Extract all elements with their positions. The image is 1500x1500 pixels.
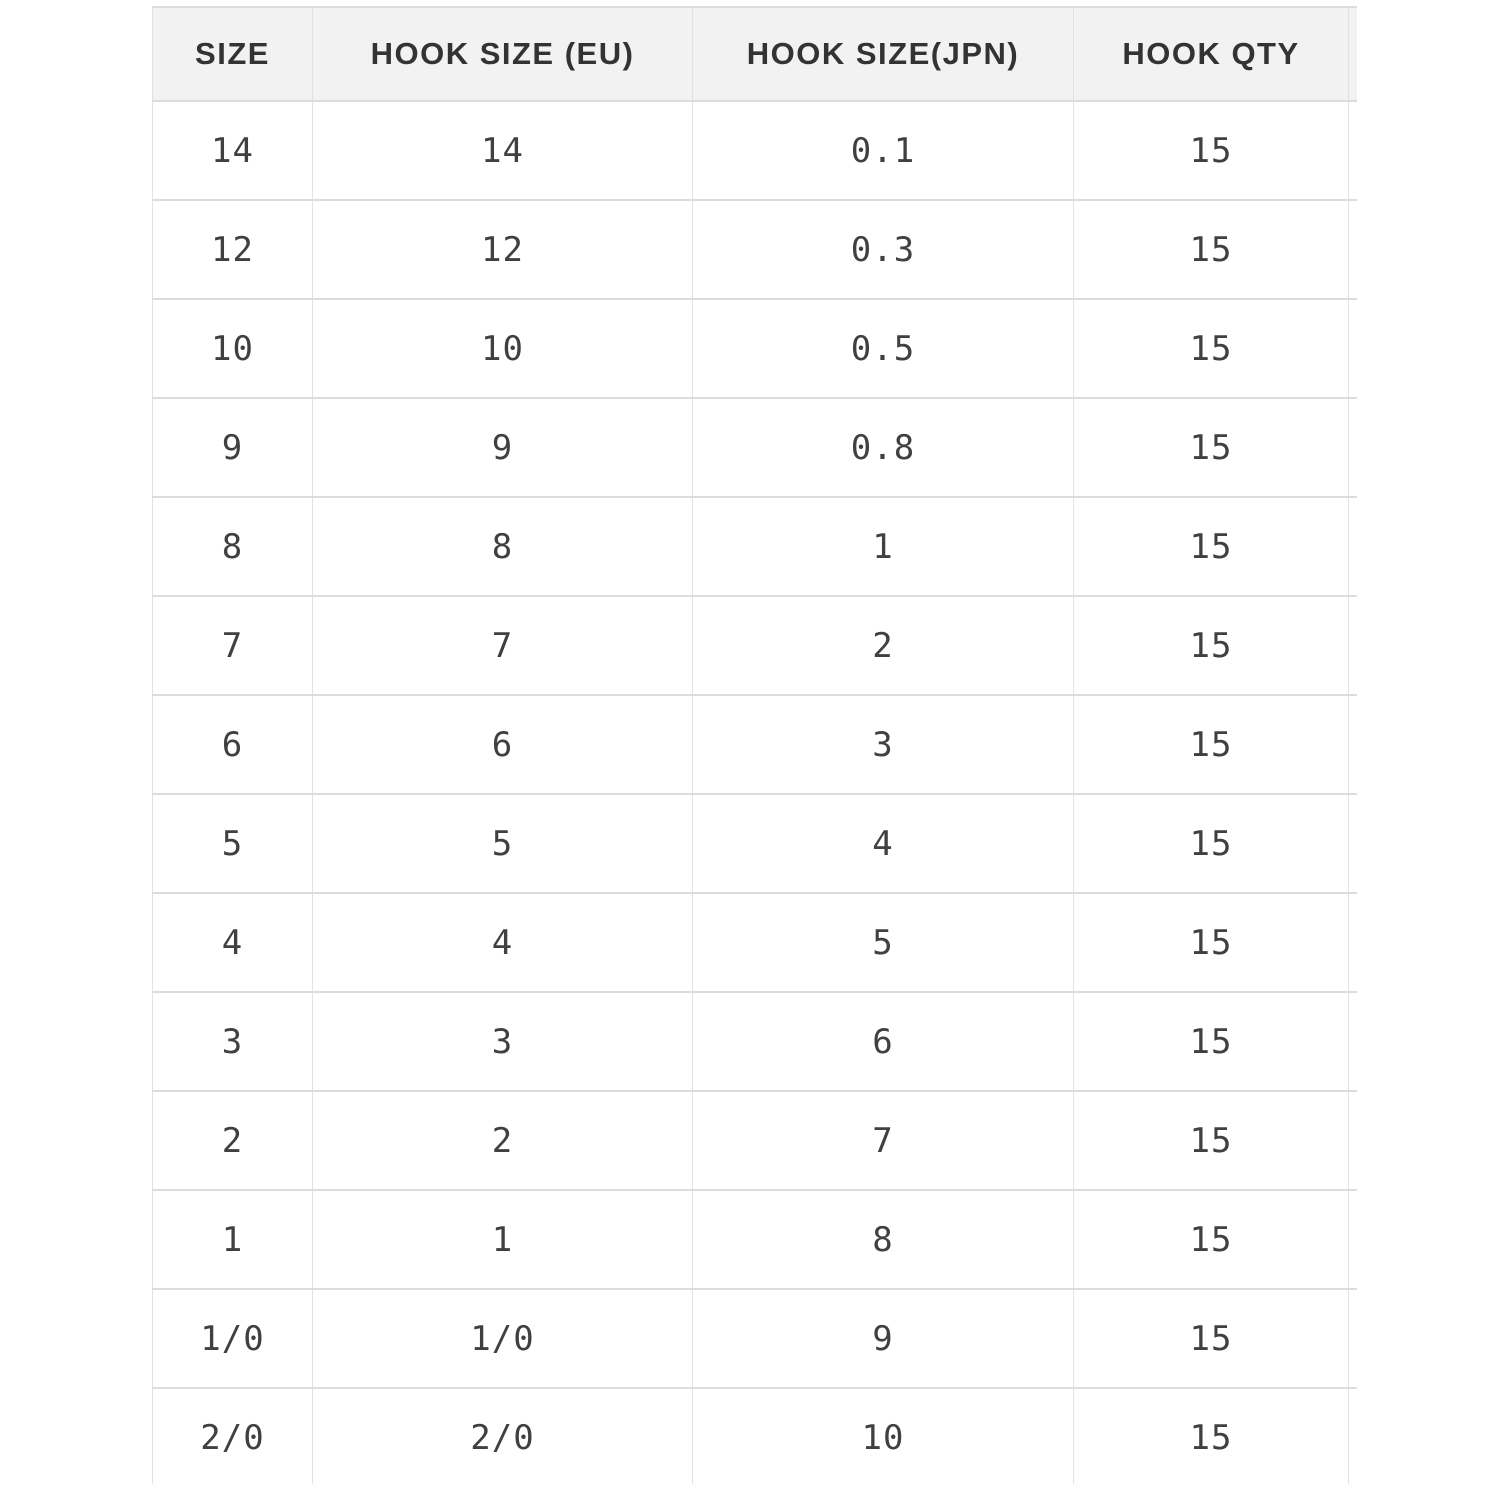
table-row: [153, 893, 1358, 992]
table-cell-clipped: [1349, 101, 1358, 200]
table-cell: 2/0: [153, 1388, 313, 1484]
table-cell: 12: [313, 200, 693, 299]
table-cell: 3: [313, 992, 693, 1091]
table-cell-clipped: [1349, 893, 1358, 992]
table-cell: 6: [153, 695, 313, 794]
table-cell: 9: [313, 398, 693, 497]
table-cell: 4: [693, 794, 1074, 893]
table-row: [153, 101, 1358, 200]
table-cell: 1/0: [153, 1289, 313, 1388]
table-cell: 1/0: [313, 1289, 693, 1388]
table-cell: 15: [1074, 200, 1349, 299]
table-cell: 15: [1074, 497, 1349, 596]
table-cell: 5: [693, 893, 1074, 992]
table-cell: 2: [313, 1091, 693, 1190]
table-cell: 6: [693, 992, 1074, 1091]
header-row: [153, 7, 1358, 101]
table-cell: 8: [153, 497, 313, 596]
table-cell: 8: [313, 497, 693, 596]
table-cell: 10: [313, 299, 693, 398]
table-cell: 15: [1074, 1190, 1349, 1289]
table-cell: 1: [313, 1190, 693, 1289]
table-cell: 6: [313, 695, 693, 794]
table-header: [153, 7, 1358, 101]
table-cell: 0.5: [693, 299, 1074, 398]
table-cell: 15: [1074, 1091, 1349, 1190]
table-cell: 1: [693, 497, 1074, 596]
table-row: [153, 1388, 1358, 1484]
table-row: [153, 299, 1358, 398]
table-cell-clipped: [1349, 794, 1358, 893]
table-cell-clipped: [1349, 497, 1358, 596]
table-cell: 9: [693, 1289, 1074, 1388]
table-cell: 0.1: [693, 101, 1074, 200]
table-body: [153, 101, 1358, 1484]
table-cell: 15: [1074, 695, 1349, 794]
table-cell-clipped: [1349, 398, 1358, 497]
table-cell-clipped: [1349, 992, 1358, 1091]
table-cell-clipped: [1349, 1190, 1358, 1289]
table-row: [153, 992, 1358, 1091]
hook-size-table: [152, 6, 1357, 1484]
table-cell-clipped: [1349, 299, 1358, 398]
table-cell-clipped: [1349, 1289, 1358, 1388]
table-cell: 15: [1074, 794, 1349, 893]
hook-size-table-wrap: [152, 6, 1357, 1484]
table-cell: 3: [153, 992, 313, 1091]
table-cell: 15: [1074, 1388, 1349, 1484]
table-cell: 7: [693, 1091, 1074, 1190]
table-cell: 15: [1074, 1289, 1349, 1388]
column-header-clipped: [1349, 7, 1358, 101]
table-cell: 5: [313, 794, 693, 893]
table-cell: 15: [1074, 299, 1349, 398]
table-cell: 15: [1074, 893, 1349, 992]
table-cell: 15: [1074, 101, 1349, 200]
table-row: [153, 1190, 1358, 1289]
table-cell: 2: [153, 1091, 313, 1190]
table-row: [153, 794, 1358, 893]
table-cell: 10: [693, 1388, 1074, 1484]
column-header-hook-qty: HOOK QTY: [1074, 7, 1349, 101]
table-cell: 14: [313, 101, 693, 200]
table-cell: 15: [1074, 596, 1349, 695]
table-cell-clipped: [1349, 1091, 1358, 1190]
table-row: [153, 1091, 1358, 1190]
table-cell: 5: [153, 794, 313, 893]
table-cell: 1: [153, 1190, 313, 1289]
table-row: [153, 695, 1358, 794]
table-cell: 14: [153, 101, 313, 200]
table-cell-clipped: [1349, 695, 1358, 794]
table-cell: 3: [693, 695, 1074, 794]
table-row: [153, 398, 1358, 497]
table-cell-clipped: [1349, 200, 1358, 299]
table-cell: 10: [153, 299, 313, 398]
table-cell: 9: [153, 398, 313, 497]
table-cell: 2/0: [313, 1388, 693, 1484]
table-row: [153, 200, 1358, 299]
table-cell: 7: [313, 596, 693, 695]
table-cell: 7: [153, 596, 313, 695]
table-cell: 12: [153, 200, 313, 299]
table-cell: 4: [153, 893, 313, 992]
table-cell-clipped: [1349, 596, 1358, 695]
table-row: [153, 497, 1358, 596]
table-cell: 15: [1074, 992, 1349, 1091]
column-header-size: SIZE: [153, 7, 313, 101]
table-cell-clipped: [1349, 1388, 1358, 1484]
table-cell: 15: [1074, 398, 1349, 497]
column-header-hook-size-eu: HOOK SIZE (EU): [313, 7, 693, 101]
table-cell: 0.8: [693, 398, 1074, 497]
table-cell: 2: [693, 596, 1074, 695]
table-cell: 0.3: [693, 200, 1074, 299]
column-header-hook-size-jpn: HOOK SIZE(JPN): [693, 7, 1074, 101]
table-row: [153, 596, 1358, 695]
table-cell: 4: [313, 893, 693, 992]
table-cell: 8: [693, 1190, 1074, 1289]
table-row: [153, 1289, 1358, 1388]
